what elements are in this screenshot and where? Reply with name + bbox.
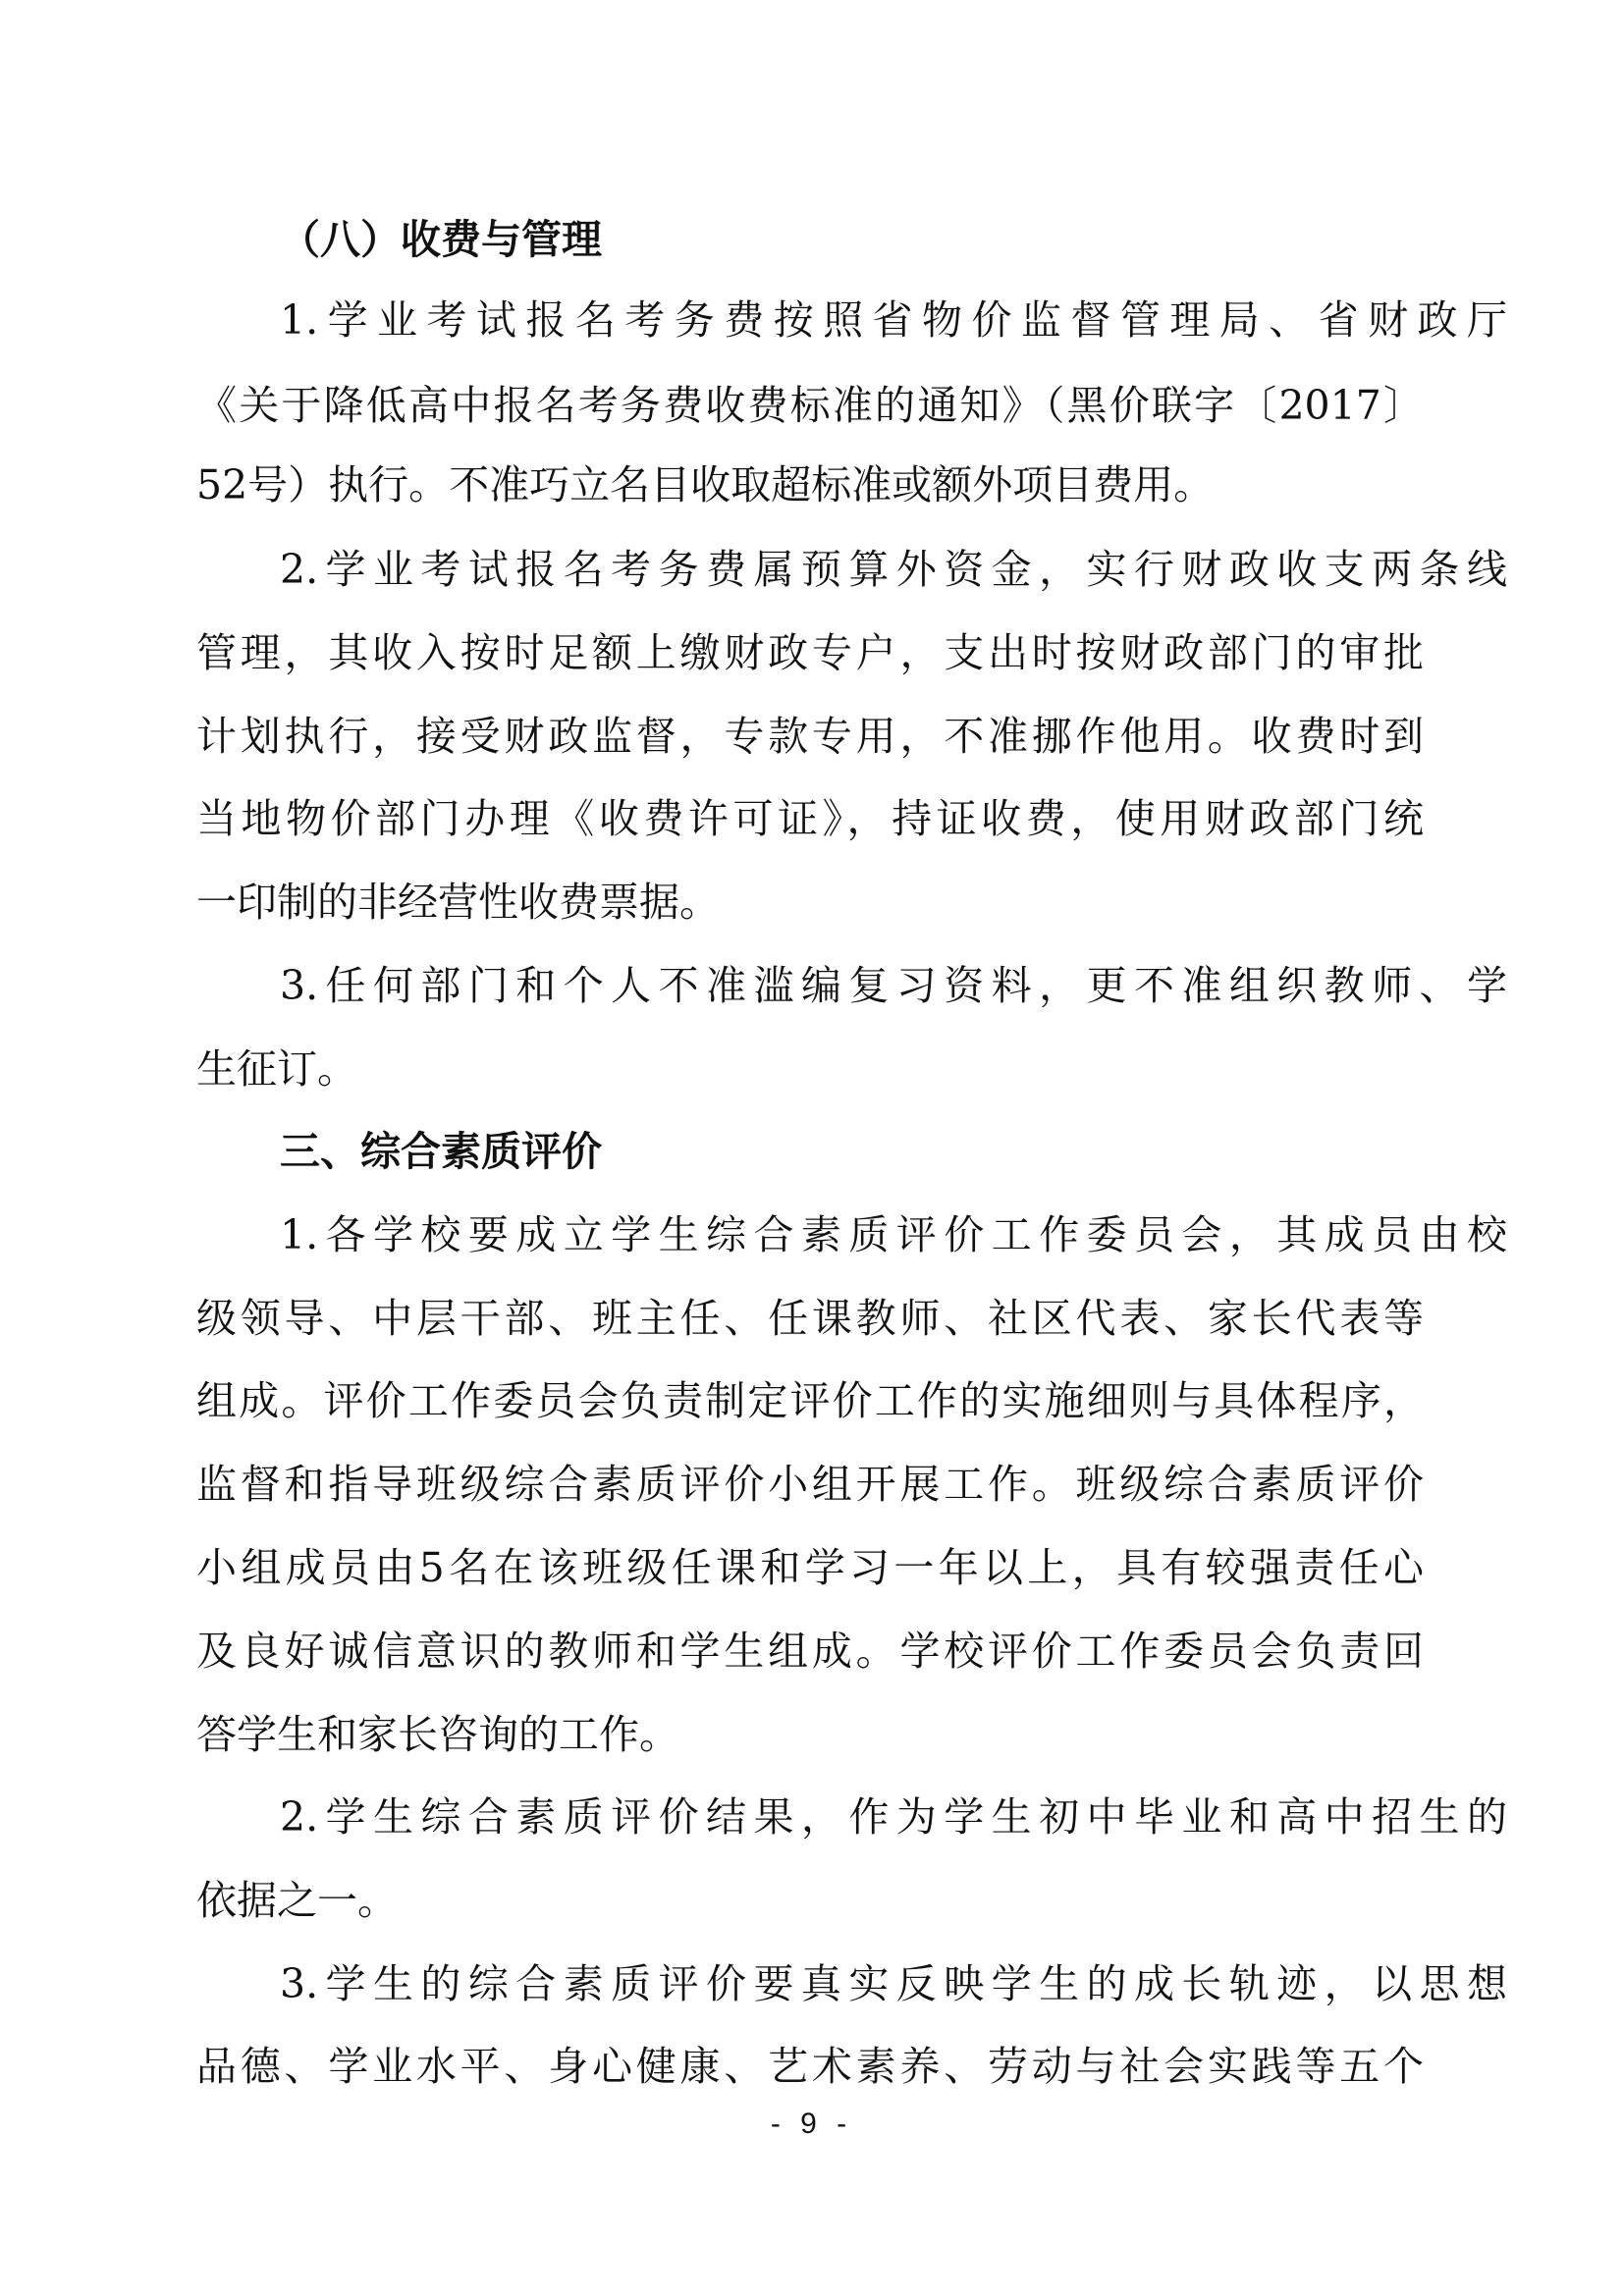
paragraph-line: 52号）执行。不准巧立名目收取超标准或额外项目费用。 xyxy=(196,461,1215,508)
paragraph-line: 生征订。 xyxy=(196,1045,357,1093)
page-number: - 9 - xyxy=(770,2108,853,2140)
section-heading-fees: （八）收费与管理 xyxy=(280,216,602,263)
paragraph-line: 级领导、中层干部、班主任、任课教师、社区代表、家长代表等 xyxy=(196,1295,1424,1342)
paragraph-line: 组成。评价工作委员会负责制定评价工作的实施细则与具体程序， xyxy=(196,1377,1424,1424)
paragraph-line: 品德、学业水平、身心健康、艺术素养、劳动与社会实践等五个 xyxy=(196,2043,1424,2090)
paragraph-line: 2.学业考试报名考务费属预算外资金，实行财政收支两条线 xyxy=(280,546,1507,593)
paragraph-line: 管理，其收入按时足额上缴财政专户，支出时按财政部门的审批 xyxy=(196,629,1424,676)
paragraph-line: 一印制的非经营性收费票据。 xyxy=(196,879,720,926)
paragraph-line: 依据之一。 xyxy=(196,1877,398,1924)
paragraph-line: 1.各学校要成立学生综合素质评价工作委员会，其成员由校 xyxy=(280,1211,1507,1258)
paragraph-line: 监督和指导班级综合素质评价小组开展工作。班级综合素质评价 xyxy=(196,1461,1424,1508)
paragraph-line: 小组成员由5名在该班级任课和学习一年以上，具有较强责任心 xyxy=(196,1544,1424,1591)
section-heading-evaluation: 三、综合素质评价 xyxy=(280,1128,602,1175)
paragraph-line: 当地物价部门办理《收费许可证》，持证收费，使用财政部门统 xyxy=(196,795,1424,842)
paragraph-line: 计划执行，接受财政监督，专款专用，不准挪作他用。收费时到 xyxy=(196,713,1424,760)
paragraph-line: 《关于降低高中报名考务费收费标准的通知》（黑价联字〔2017〕 xyxy=(196,382,1424,429)
paragraph-line: 2.学生综合素质评价结果，作为学生初中毕业和高中招生的 xyxy=(280,1793,1507,1841)
paragraph-line: 1.学业考试报名考务费按照省物价监督管理局、省财政厅 xyxy=(280,296,1507,344)
paragraph-line: 3.学生的综合素质评价要真实反映学生的成长轨迹，以思想 xyxy=(280,1960,1507,2007)
paragraph-line: 及良好诚信意识的教师和学生组成。学校评价工作委员会负责回 xyxy=(196,1628,1424,1675)
paragraph-line: 答学生和家长咨询的工作。 xyxy=(196,1711,679,1758)
paragraph-line: 3.任何部门和个人不准滥编复习资料，更不准组织教师、学 xyxy=(280,962,1507,1009)
